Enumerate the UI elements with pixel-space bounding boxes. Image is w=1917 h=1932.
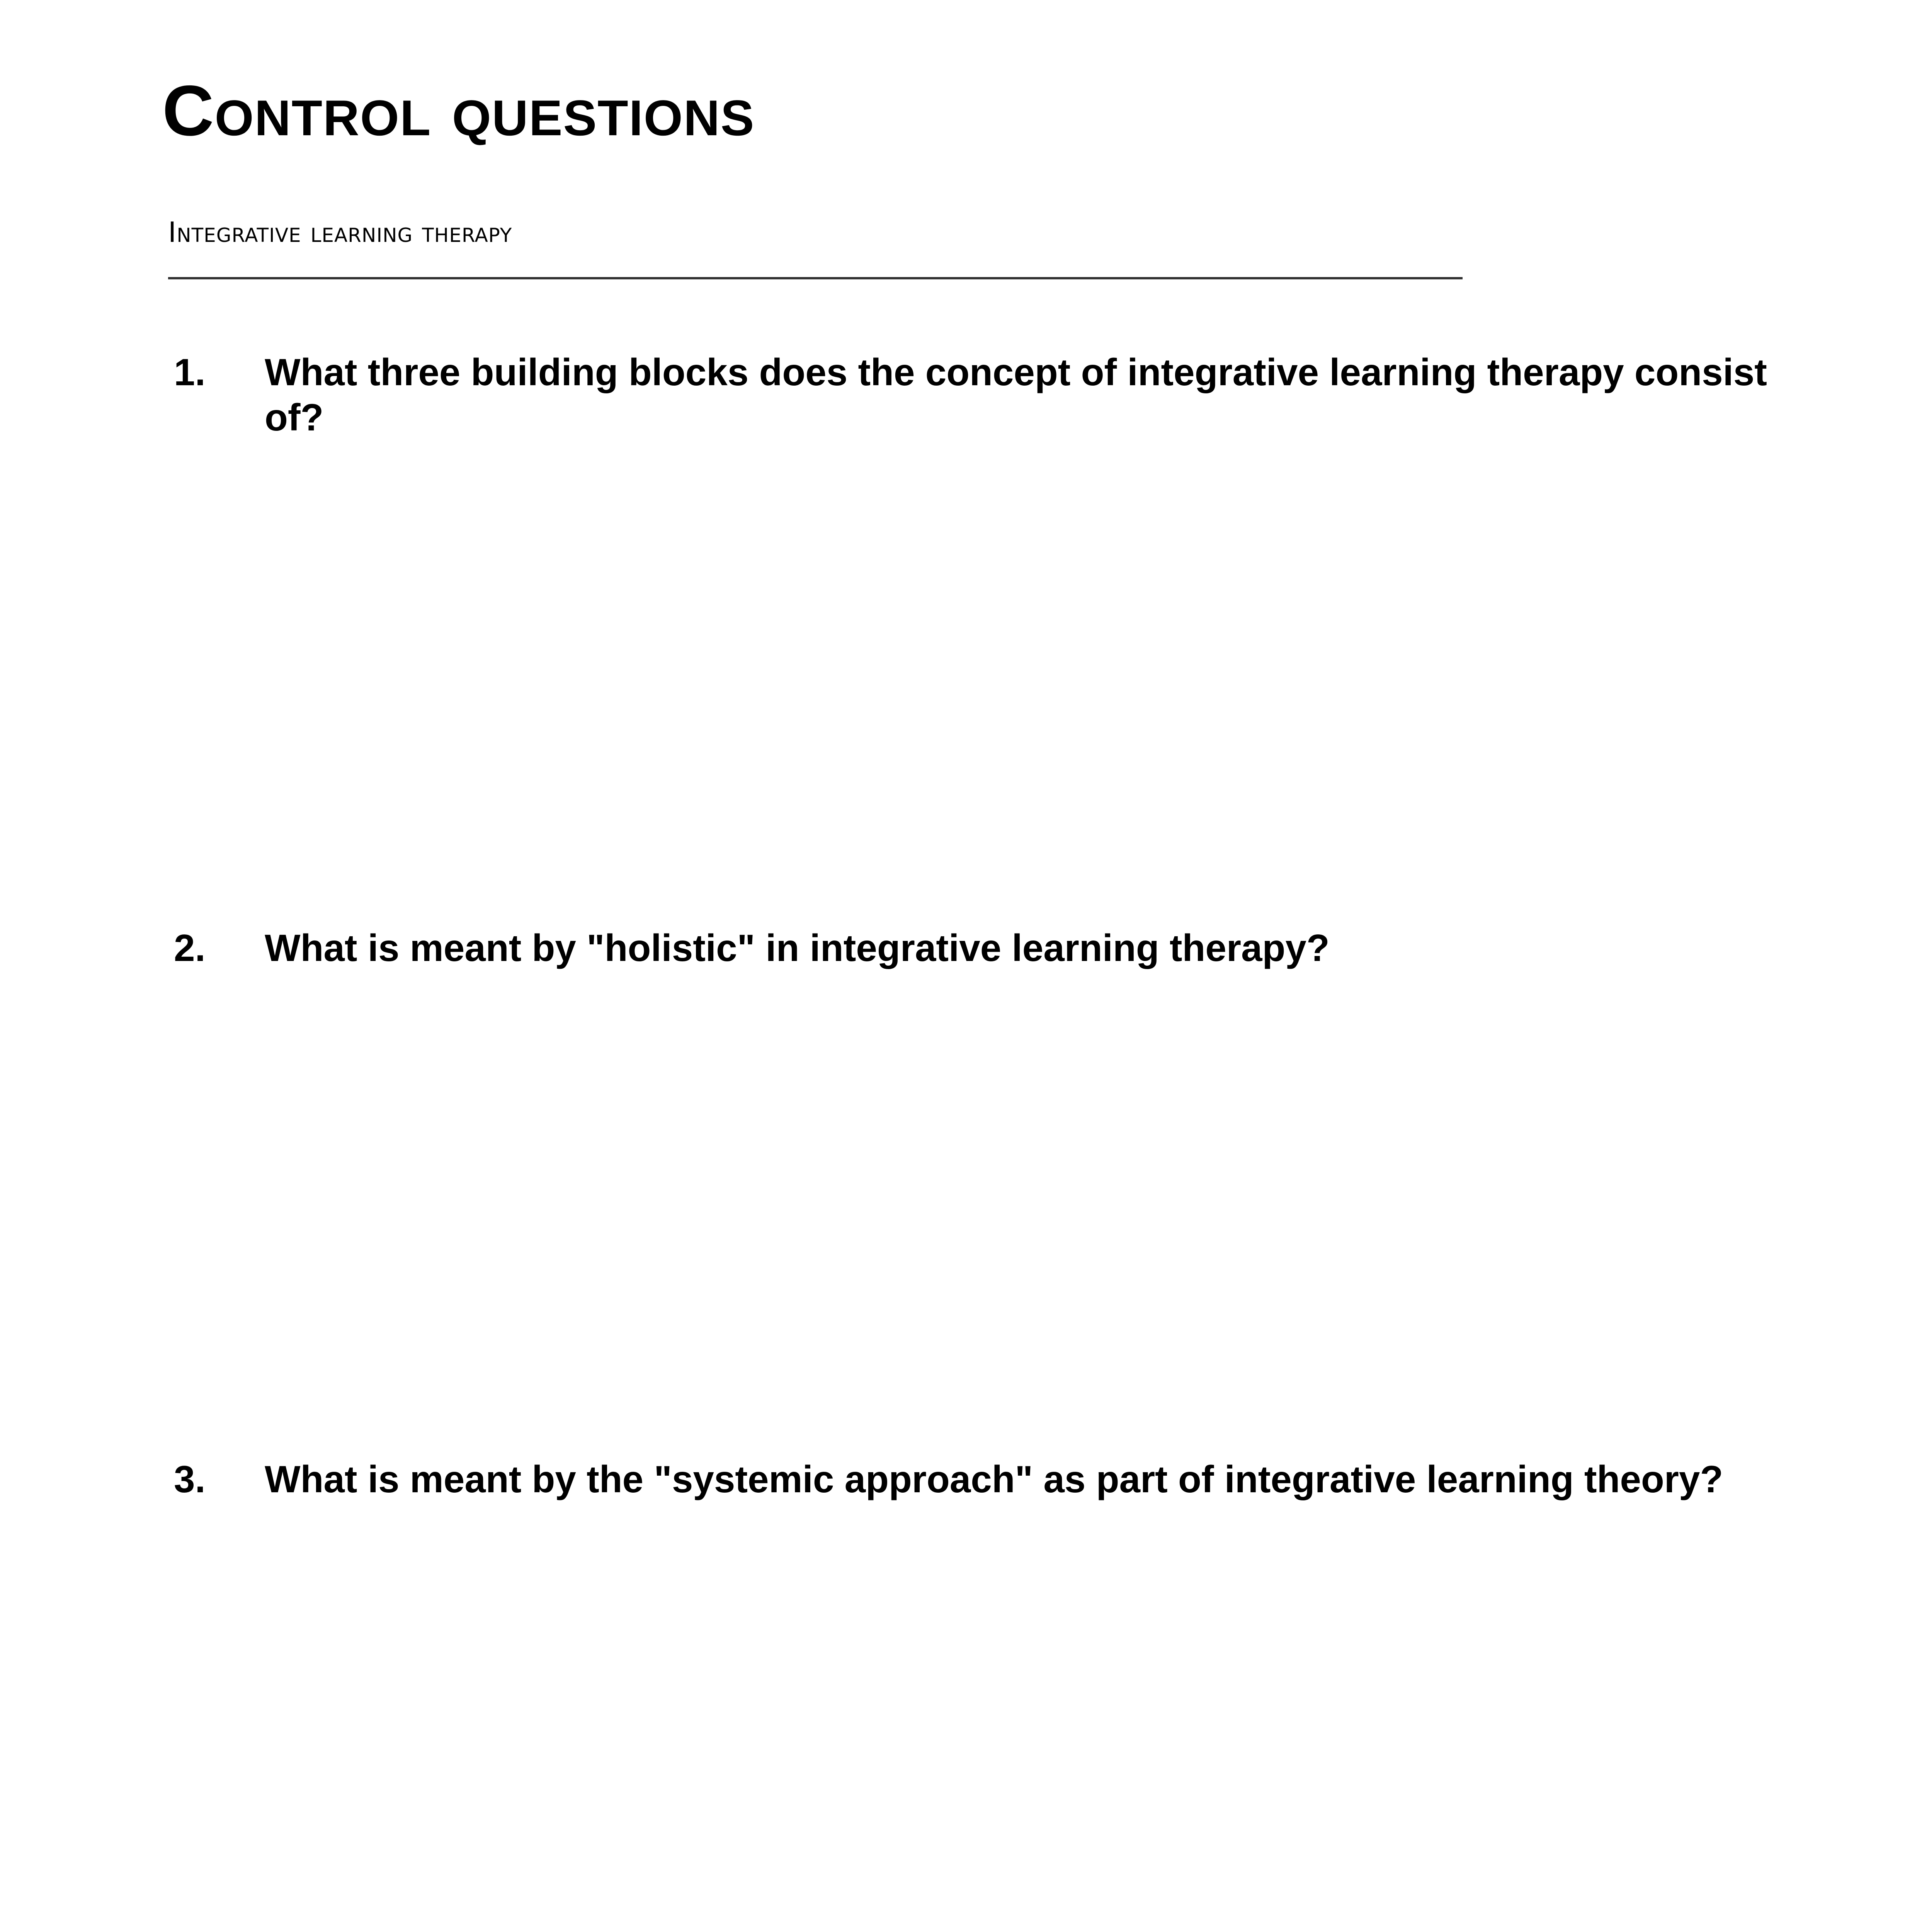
section-label: Integrative learning therapy [168, 216, 512, 248]
question-number: 2. [174, 927, 206, 969]
section-header [168, 218, 1463, 279]
question-number: 3. [174, 1458, 206, 1500]
page-title: Control questions [162, 71, 755, 151]
question-text: What three building blocks does the concept of integrative learning therapy consist of? [265, 351, 1767, 439]
question-2 [174, 925, 1820, 971]
question-3 [174, 1457, 1820, 1502]
question-1 [174, 350, 1820, 440]
question-text: What is meant by "holistic" in integrative learning therapy? [265, 927, 1330, 969]
question-number: 1. [174, 351, 206, 393]
question-text: What is meant by the "systemic approach" as part of integrative learning theory? [265, 1458, 1723, 1500]
